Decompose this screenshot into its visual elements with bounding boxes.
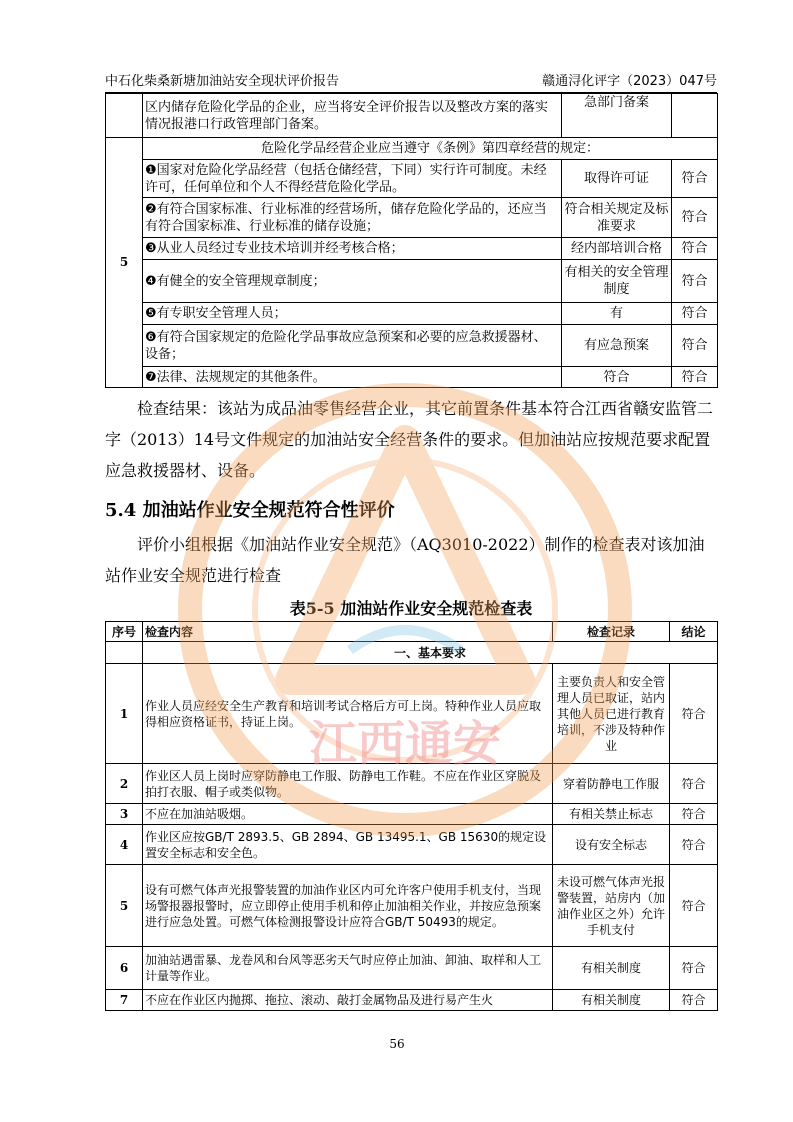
check-content-cell: ❷有符合国家标准、行业标准的经营场所，储存危险化学品的，还应当有符合国家标准、行业标准的储存设施；	[143, 198, 562, 238]
check-record-cell: 符合相关规定及标准要求	[562, 198, 672, 238]
group-title-cell: 一、基本要求	[143, 642, 718, 664]
result-cell: 符合	[670, 990, 718, 1011]
check-content-cell: ❸从业人员经过专业技术培训并经考核合格；	[143, 238, 562, 260]
result-cell: 符合	[672, 160, 718, 198]
check-content-cell: ❼法律、法规规定的其他条件。	[143, 367, 562, 388]
result-cell: 符合	[670, 764, 718, 804]
check-content-cell: 作业区应按GB/T 2893.5、GB 2894、GB 13495.1、GB 15630的规定设置安全标志和安全色。	[143, 825, 553, 865]
result-cell	[672, 94, 718, 138]
result-cell: 符合	[672, 303, 718, 325]
check-record-cell: 经内部培训合格	[562, 238, 672, 260]
header-title: 中石化柴桑新塘加油站安全现状评价报告	[105, 74, 340, 89]
check-content-cell: ❶国家对危险化学品经营（包括仓储经营，下同）实行许可制度。未经许可，任何单位和个人不得经营危险化学品。	[143, 160, 562, 198]
table-row	[106, 947, 718, 990]
business-conditions-table	[105, 93, 718, 388]
check-record-cell: 穿着防静电工作服	[553, 764, 670, 804]
section-intro-paragraph: 评价小组根据《加油站作业安全规范》（AQ3010-2022）制作的检查表对该加油站作业安全规范进行检查	[105, 535, 705, 585]
check-content-cell: ❻有符合国家规定的危险化学品事故应急预案和必要的应急救援器材、设备；	[143, 325, 562, 367]
result-cell: 符合	[670, 947, 718, 990]
table-row	[106, 160, 718, 198]
check-record-cell: 有	[562, 303, 672, 325]
check-content-cell: ❹有健全的安全管理规章制度；	[143, 260, 562, 303]
check-record-cell: 符合	[562, 367, 672, 388]
check-record-cell: 设有安全标志	[553, 825, 670, 865]
inspection-result-paragraph: 检查结果：该站为成品油零售经营企业，其它前置条件基本符合江西省赣安监管二字（2013）14号文件规定的加油站安全经营条件的要求。但加油站应按规范要求配置应急救援器材、设备。	[105, 399, 714, 480]
table-header-row	[106, 622, 718, 642]
column-header-no: 序号	[106, 622, 143, 642]
check-content-cell: 设有可燃气体声光报警装置的加油作业区内可允许客户使用手机支付，当现场警报器报警时，应立即停止使用手机和停止加油相关作业，并按应急预案进行应急处置。可燃气体检测报警设计应符合GB/T 50493的规定。	[143, 865, 553, 947]
table-row	[106, 94, 718, 138]
row-number-cell: 4	[106, 825, 143, 865]
table-row	[106, 804, 718, 825]
section-title-cell: 危险化学品经营企业应当遵守《条例》第四章经营的规定：	[143, 138, 718, 160]
header-report-code: 赣通浔化评字（2023）047号	[542, 74, 717, 89]
watermark-text: 江西通安	[308, 716, 502, 772]
table-row	[106, 664, 718, 764]
check-record-cell: 主要负责人和安全管理人员已取证，站内其他人员已进行教育培训，不涉及特种作业	[553, 664, 670, 764]
check-record-cell: 有相关禁止标志	[553, 804, 670, 825]
row-number-cell: 2	[106, 764, 143, 804]
check-record-cell: 有应急预案	[562, 325, 672, 367]
table-row	[106, 198, 718, 238]
table-row	[106, 260, 718, 303]
result-cell: 符合	[672, 260, 718, 303]
column-header-record: 检查记录	[553, 622, 670, 642]
check-record-cell: 取得许可证	[562, 160, 672, 198]
table-row	[106, 325, 718, 367]
result-cell: 符合	[670, 804, 718, 825]
check-content-cell: ❺有专职安全管理人员；	[143, 303, 562, 325]
result-cell: 符合	[672, 367, 718, 388]
check-content-cell: 作业人员应经安全生产教育和培训考试合格后方可上岗。特种作业人员应取得相应资格证书，持证上岗。	[143, 664, 553, 764]
table-row	[106, 303, 718, 325]
group-row	[106, 642, 718, 664]
check-record-cell: 未设可燃气体声光报警装置，站房内（加油作业区之外）允许手机支付	[553, 865, 670, 947]
column-header-content: 检查内容	[143, 622, 553, 642]
table-row	[106, 138, 718, 160]
row-number-cell: 7	[106, 990, 143, 1011]
table-row	[106, 238, 718, 260]
row-number-cell: 3	[106, 804, 143, 825]
operation-safety-checklist-table	[105, 621, 718, 1011]
column-header-result: 结论	[670, 622, 718, 642]
result-cell: 符合	[670, 664, 718, 764]
section-heading: 5.4 加油站作业安全规范符合性评价	[105, 500, 395, 521]
check-record-cell: 急部门备案	[562, 94, 672, 138]
table-row	[106, 764, 718, 804]
check-content-cell: 加油站遇雷暴、龙卷风和台风等恶劣天气时应停止加油、卸油、取样和人工计量等作业。	[143, 947, 553, 990]
check-record-cell: 有相关的安全管理制度	[562, 260, 672, 303]
table-caption: 表5-5 加油站作业安全规范检查表	[289, 599, 533, 618]
row-number-cell: 6	[106, 947, 143, 990]
row-number-cell: 5	[106, 865, 143, 947]
check-content-cell: 区内储存危险化学品的企业，应当将安全评价报告以及整改方案的落实情况报港口行政管理部门备案。	[143, 94, 562, 138]
table-row	[106, 367, 718, 388]
row-number-cell: 1	[106, 664, 143, 764]
result-cell: 符合	[672, 198, 718, 238]
result-cell: 符合	[670, 865, 718, 947]
table-row	[106, 825, 718, 865]
table-row	[106, 990, 718, 1011]
result-cell: 符合	[672, 238, 718, 260]
check-record-cell: 有相关制度	[553, 990, 670, 1011]
result-cell: 符合	[670, 825, 718, 865]
check-content-cell: 作业区人员上岗时应穿防静电工作服、防静电工作鞋。不应在作业区穿脱及拍打衣服、帽子或类似物。	[143, 764, 553, 804]
group-blank-cell	[106, 642, 143, 664]
check-content-cell: 不应在加油站吸烟。	[143, 804, 553, 825]
item-number-cell	[106, 94, 143, 138]
page-number: 56	[389, 1037, 405, 1051]
check-record-cell: 有相关制度	[553, 947, 670, 990]
result-cell: 符合	[672, 325, 718, 367]
item-number-cell: 5	[106, 138, 143, 388]
check-content-cell: 不应在作业区内抛掷、拖拉、滚动、敲打金属物品及进行易产生火	[143, 990, 553, 1011]
table-row	[106, 865, 718, 947]
